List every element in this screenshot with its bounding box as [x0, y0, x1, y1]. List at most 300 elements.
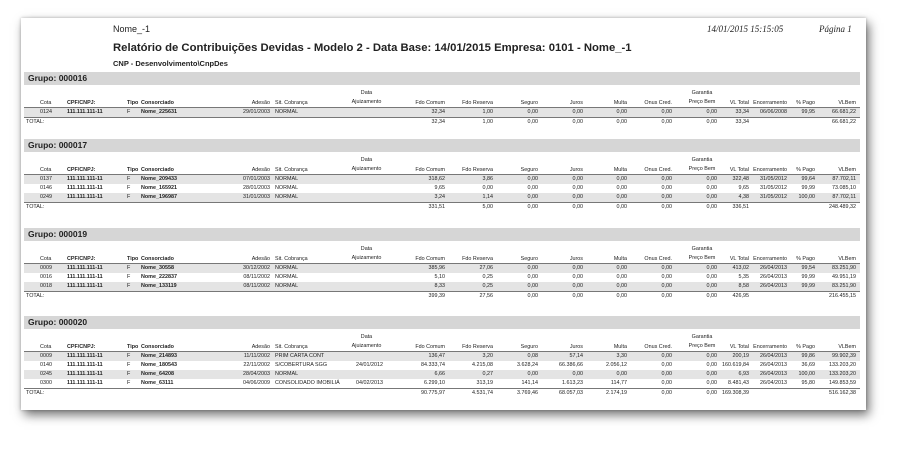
- column-header-fdo-comum: Fdo Comum: [415, 167, 445, 173]
- cell-adesao: 08/11/2002: [243, 274, 270, 280]
- cell-cota: 0018: [40, 283, 52, 289]
- cell-fdo-reserva: 27,06: [479, 265, 493, 271]
- total-onus: 0,00: [661, 119, 672, 125]
- cell-vlbem: 133.203,20: [829, 371, 856, 377]
- cell-cota: 0016: [40, 274, 52, 280]
- cell-multa: 0,00: [616, 371, 627, 377]
- cell-seguro: 0,08: [527, 353, 538, 359]
- cell-tipo: F: [127, 265, 131, 271]
- total-juros: 68.057,03: [559, 390, 583, 396]
- total-onus: 0,00: [661, 204, 672, 210]
- cell-garantia: 0,00: [706, 265, 717, 271]
- column-header-tipo: Tipo: [127, 344, 139, 350]
- cell-juros: 66.386,66: [559, 362, 583, 368]
- total-fdo-comum: 90.775,97: [421, 390, 445, 396]
- cell-multa: 0,00: [616, 283, 627, 289]
- cell-encerramento: 26/04/2013: [760, 353, 787, 359]
- cell-pct-pago: 99,95: [801, 109, 815, 115]
- cell-tipo: F: [127, 371, 131, 377]
- cell-seguro: 0,00: [527, 265, 538, 271]
- cell-multa: 0,00: [616, 109, 627, 115]
- cell-sit: NORMAL: [275, 185, 299, 191]
- column-header-cpf: CPF/CNPJ:: [67, 256, 96, 262]
- cell-sit: PRIM CARTA CONT: [275, 353, 325, 359]
- cell-pct-pago: 99,86: [801, 353, 815, 359]
- cell-vl-total: 5,35: [738, 274, 749, 280]
- cell-encerramento: 26/04/2013: [760, 380, 787, 386]
- cell-vl-total: 8.481,43: [728, 380, 749, 386]
- cell-encerramento: 26/04/2013: [760, 265, 787, 271]
- cell-nome: Nome_214893: [141, 353, 177, 359]
- table-row: [24, 352, 860, 361]
- cell-fdo-comum: 318,62: [428, 176, 445, 182]
- cell-seguro: 0,00: [527, 176, 538, 182]
- cell-garantia: 0,00: [706, 274, 717, 280]
- column-header-garantia: Garantia Preço Bem: [688, 157, 716, 172]
- cell-fdo-comum: 9,65: [434, 185, 445, 191]
- column-header-onus: Onus Cred.: [644, 100, 672, 106]
- cell-fdo-reserva: 3,20: [482, 353, 493, 359]
- column-header-vl-total: VL Total: [729, 100, 749, 106]
- table-row: [24, 108, 860, 117]
- table-row: [24, 175, 860, 184]
- cell-encerramento: 31/05/2012: [760, 185, 787, 191]
- cell-fdo-comum: 136,47: [428, 353, 445, 359]
- cell-sit: NORMAL: [275, 176, 299, 182]
- cell-encerramento: 31/05/2012: [760, 176, 787, 182]
- cell-cpf: 111.111.111-11: [67, 265, 103, 271]
- cell-juros: 0,00: [572, 185, 583, 191]
- cell-garantia: 0,00: [706, 283, 717, 289]
- column-header-juros: Juros: [569, 344, 583, 350]
- cell-onus: 0,00: [661, 265, 672, 271]
- column-header-multa: Multa: [613, 256, 627, 262]
- cell-nome: Nome_209433: [141, 176, 177, 182]
- table-row: [24, 370, 860, 379]
- cell-vlbem: 87.702,11: [832, 176, 856, 182]
- cell-onus: 0,00: [661, 274, 672, 280]
- column-header-sit: Sit. Cobrança: [275, 167, 308, 173]
- cell-juros: 0,00: [572, 283, 583, 289]
- cell-adesao: 22/11/2002: [243, 362, 270, 368]
- column-header-multa: Multa: [613, 344, 627, 350]
- group-header: Grupo: 000017: [24, 139, 860, 152]
- cell-juros: 0,00: [572, 274, 583, 280]
- cell-vl-total: 322,48: [732, 176, 749, 182]
- cell-garantia: 0,00: [706, 194, 717, 200]
- total-vlbem: 216.455,15: [829, 293, 856, 299]
- cell-fdo-reserva: 0,27: [482, 371, 493, 377]
- cell-sit: CONSOLIDADO IMOBILIÁ: [275, 380, 340, 386]
- cell-fdo-comum: 32,34: [431, 109, 445, 115]
- column-header-row: [24, 89, 860, 108]
- cell-fdo-comum: 5,10: [434, 274, 445, 280]
- column-header-consorciado: Consorciado: [141, 100, 174, 106]
- column-header-garantia: Garantia Preço Bem: [688, 246, 716, 261]
- column-header-consorciado: Consorciado: [141, 167, 174, 173]
- cell-encerramento: 26/04/2013: [760, 274, 787, 280]
- total-label: TOTAL:: [26, 204, 45, 210]
- total-seguro: 0,00: [527, 119, 538, 125]
- total-seguro: 0,00: [527, 204, 538, 210]
- column-header-vlbem: VLBem: [838, 167, 856, 173]
- cell-fdo-comum: 84.333,74: [421, 362, 445, 368]
- cell-fdo-reserva: 313,19: [476, 380, 493, 386]
- cell-data-ajuiz: 04/02/2013: [356, 380, 383, 386]
- cell-garantia: 0,00: [706, 176, 717, 182]
- cell-multa: 0,00: [616, 274, 627, 280]
- total-garantia: 0,00: [706, 390, 717, 396]
- cell-nome: Nome_30558: [141, 265, 174, 271]
- column-header-cpf: CPF/CNPJ:: [67, 167, 96, 173]
- cell-sit: S/COBERTURA SGG: [275, 362, 328, 368]
- cell-pct-pago: 36,69: [801, 362, 815, 368]
- column-header-juros: Juros: [569, 167, 583, 173]
- column-header-juros: Juros: [569, 100, 583, 106]
- column-header-garantia: Garantia Preço Bem: [688, 334, 716, 349]
- column-header-vlbem: VLBem: [838, 256, 856, 262]
- cell-multa: 3,30: [616, 353, 627, 359]
- cell-adesao: 30/12/2002: [243, 265, 270, 271]
- column-header-cota: Cota: [40, 100, 52, 106]
- total-juros: 0,00: [572, 204, 583, 210]
- total-fdo-reserva: 4.531,74: [472, 390, 493, 396]
- total-label: TOTAL:: [26, 390, 45, 396]
- cell-juros: 0,00: [572, 109, 583, 115]
- group-section: [24, 228, 860, 302]
- total-label: TOTAL:: [26, 119, 45, 125]
- cell-nome: Nome_196987: [141, 194, 177, 200]
- cell-fdo-reserva: 4.215,08: [472, 362, 493, 368]
- column-header-seguro: Seguro: [520, 167, 538, 173]
- cell-cpf: 111.111.111-11: [67, 109, 103, 115]
- page-number: Página 1: [819, 24, 852, 34]
- report-title: Relatório de Contribuições Devidas - Modelo 2 - Data Base: 14/01/2015 Empresa: 0101 - Nome_-1: [113, 42, 632, 54]
- cell-vlbem: 133.203,20: [829, 362, 856, 368]
- column-header-onus: Onus Cred.: [644, 167, 672, 173]
- table-row: [24, 379, 860, 388]
- total-vlbem: 66.681,22: [832, 119, 856, 125]
- cell-pct-pago: 100,00: [798, 194, 815, 200]
- cell-vl-total: 200,19: [732, 353, 749, 359]
- cell-fdo-reserva: 3,86: [482, 176, 493, 182]
- cell-nome: Nome_225631: [141, 109, 177, 115]
- total-seguro: 3.769,46: [517, 390, 538, 396]
- cell-garantia: 0,00: [706, 185, 717, 191]
- cell-seguro: 3.628,24: [517, 362, 538, 368]
- total-garantia: 0,00: [706, 204, 717, 210]
- cell-seguro: 0,00: [527, 274, 538, 280]
- cell-seguro: 0,00: [527, 371, 538, 377]
- column-header-garantia: Garantia Preço Bem: [688, 90, 716, 105]
- cell-data-ajuiz: 24/01/2012: [356, 362, 383, 368]
- total-fdo-comum: 331,51: [428, 204, 445, 210]
- column-header-row: [24, 245, 860, 264]
- cell-pct-pago: 99,64: [801, 176, 815, 182]
- cell-cota: 0146: [40, 185, 52, 191]
- cell-cpf: 111.111.111-11: [67, 274, 103, 280]
- total-row: [24, 291, 860, 302]
- cell-tipo: F: [127, 185, 131, 191]
- column-header-row: [24, 333, 860, 352]
- column-header-data-ajuizamento: Data Ajuizamento: [351, 90, 382, 105]
- cell-adesao: 04/06/2009: [243, 380, 270, 386]
- cell-tipo: F: [127, 353, 131, 359]
- total-vl-total: 169.308,39: [722, 390, 749, 396]
- cell-tipo: F: [127, 274, 131, 280]
- cell-onus: 0,00: [661, 380, 672, 386]
- cell-nome: Nome_222837: [141, 274, 177, 280]
- total-row: [24, 202, 860, 213]
- total-row: [24, 388, 860, 399]
- cell-vl-total: 160.619,84: [722, 362, 749, 368]
- column-header-fdo-reserva: Fdo Reserva: [462, 344, 493, 350]
- total-garantia: 0,00: [706, 293, 717, 299]
- cell-encerramento: 06/06/2008: [760, 109, 787, 115]
- column-header-cota: Cota: [40, 344, 52, 350]
- column-header-data-ajuizamento: Data Ajuizamento: [351, 246, 382, 261]
- total-multa: 0,00: [616, 293, 627, 299]
- column-header-tipo: Tipo: [127, 256, 139, 262]
- column-header-seguro: Seguro: [520, 100, 538, 106]
- column-header-vlbem: VLBem: [838, 344, 856, 350]
- column-header-juros: Juros: [569, 256, 583, 262]
- total-seguro: 0,00: [527, 293, 538, 299]
- report-subtitle: CNP - Desenvolvimento\CnpDes: [113, 59, 228, 68]
- column-header-consorciado: Consorciado: [141, 256, 174, 262]
- cell-sit: NORMAL: [275, 274, 299, 280]
- cell-cota: 0140: [40, 362, 52, 368]
- total-fdo-reserva: 1,00: [482, 119, 493, 125]
- total-fdo-comum: 32,34: [431, 119, 445, 125]
- cell-vlbem: 87.702,11: [832, 194, 856, 200]
- cell-cota: 0300: [40, 380, 52, 386]
- cell-tipo: F: [127, 194, 131, 200]
- column-header-pct-pago: % Pago: [796, 167, 815, 173]
- total-multa: 0,00: [616, 204, 627, 210]
- print-datetime: 14/01/2015 15:15:05: [707, 24, 784, 34]
- cell-seguro: 0,00: [527, 185, 538, 191]
- column-header-sit: Sit. Cobrança: [275, 256, 308, 262]
- column-header-adesao: Adesão: [251, 256, 270, 262]
- group-header: Grupo: 000019: [24, 228, 860, 241]
- cell-nome: Nome_180543: [141, 362, 177, 368]
- cell-nome: Nome_165921: [141, 185, 177, 191]
- cell-garantia: 0,00: [706, 109, 717, 115]
- total-label: TOTAL:: [26, 293, 45, 299]
- cell-cpf: 111.111.111-11: [67, 353, 103, 359]
- cell-adesao: 29/01/2003: [243, 109, 270, 115]
- column-header-adesao: Adesão: [251, 344, 270, 350]
- cell-seguro: 0,00: [527, 109, 538, 115]
- column-header-multa: Multa: [613, 167, 627, 173]
- cell-pct-pago: 99,99: [801, 274, 815, 280]
- column-header-cpf: CPF/CNPJ:: [67, 100, 96, 106]
- group-section: [24, 72, 860, 128]
- cell-juros: 1.613,23: [562, 380, 583, 386]
- column-header-consorciado: Consorciado: [141, 344, 174, 350]
- total-fdo-comum: 399,39: [428, 293, 445, 299]
- cell-adesao: 28/01/2003: [243, 185, 270, 191]
- cell-encerramento: 26/04/2013: [760, 371, 787, 377]
- column-header-adesao: Adesão: [251, 100, 270, 106]
- cell-nome: Nome_63111: [141, 380, 174, 386]
- total-multa: 2.174,19: [606, 390, 627, 396]
- cell-sit: NORMAL: [275, 265, 299, 271]
- cell-juros: 0,00: [572, 176, 583, 182]
- column-header-cpf: CPF/CNPJ:: [67, 344, 96, 350]
- total-onus: 0,00: [661, 390, 672, 396]
- cell-multa: 0,00: [616, 194, 627, 200]
- cell-vlbem: 99.902,39: [832, 353, 856, 359]
- cell-fdo-comum: 6,66: [434, 371, 445, 377]
- cell-adesao: 11/11/2002: [243, 353, 270, 359]
- cell-fdo-reserva: 0,00: [482, 185, 493, 191]
- total-garantia: 0,00: [706, 119, 717, 125]
- column-header-adesao: Adesão: [251, 167, 270, 173]
- column-header-vl-total: VL Total: [729, 344, 749, 350]
- cell-multa: 0,00: [616, 265, 627, 271]
- cell-onus: 0,00: [661, 109, 672, 115]
- total-fdo-reserva: 27,56: [479, 293, 493, 299]
- cell-sit: NORMAL: [275, 283, 299, 289]
- total-vl-total: 426,95: [732, 293, 749, 299]
- report-page: [21, 18, 866, 410]
- cell-pct-pago: 95,80: [801, 380, 815, 386]
- column-header-fdo-reserva: Fdo Reserva: [462, 167, 493, 173]
- group-header: Grupo: 000020: [24, 316, 860, 329]
- table-row: [24, 264, 860, 273]
- cell-cota: 0249: [40, 194, 52, 200]
- cell-juros: 0,00: [572, 265, 583, 271]
- cell-fdo-reserva: 1,00: [482, 109, 493, 115]
- cell-onus: 0,00: [661, 283, 672, 289]
- cell-tipo: F: [127, 176, 131, 182]
- cell-seguro: 141,14: [521, 380, 538, 386]
- cell-vlbem: 66.681,22: [832, 109, 856, 115]
- total-vlbem: 516.162,38: [829, 390, 856, 396]
- group-section: [24, 316, 860, 399]
- column-header-fdo-reserva: Fdo Reserva: [462, 256, 493, 262]
- cell-sit: NORMAL: [275, 371, 299, 377]
- cell-onus: 0,00: [661, 176, 672, 182]
- cell-cpf: 111.111.111-11: [67, 185, 103, 191]
- cell-fdo-comum: 3,24: [434, 194, 445, 200]
- cell-pct-pago: 100,00: [798, 371, 815, 377]
- column-header-pct-pago: % Pago: [796, 100, 815, 106]
- cell-pct-pago: 99,99: [801, 283, 815, 289]
- cell-fdo-comum: 6.299,10: [424, 380, 445, 386]
- column-header-multa: Multa: [613, 100, 627, 106]
- cell-fdo-comum: 8,33: [434, 283, 445, 289]
- column-header-seguro: Seguro: [520, 256, 538, 262]
- column-header-cota: Cota: [40, 256, 52, 262]
- cell-juros: 0,00: [572, 371, 583, 377]
- column-header-data-ajuizamento: Data Ajuizamento: [351, 157, 382, 172]
- cell-adesao: 31/01/2003: [243, 194, 270, 200]
- column-header-fdo-reserva: Fdo Reserva: [462, 100, 493, 106]
- column-header-vlbem: VLBem: [838, 100, 856, 106]
- cell-encerramento: 31/05/2012: [760, 194, 787, 200]
- company-name: Nome_-1: [113, 24, 151, 34]
- cell-vl-total: 9,65: [738, 185, 749, 191]
- column-header-pct-pago: % Pago: [796, 344, 815, 350]
- column-header-row: [24, 156, 860, 175]
- cell-vl-total: 8,58: [738, 283, 749, 289]
- cell-fdo-reserva: 0,25: [482, 283, 493, 289]
- column-header-tipo: Tipo: [127, 100, 139, 106]
- cell-tipo: F: [127, 362, 131, 368]
- cell-sit: NORMAL: [275, 109, 299, 115]
- column-header-seguro: Seguro: [520, 344, 538, 350]
- total-vl-total: 33,34: [735, 119, 749, 125]
- cell-juros: 57,14: [569, 353, 583, 359]
- cell-cpf: 111.111.111-11: [67, 176, 103, 182]
- total-row: [24, 117, 860, 128]
- column-header-sit: Sit. Cobrança: [275, 100, 308, 106]
- cell-vl-total: 33,34: [735, 109, 749, 115]
- cell-cota: 0009: [40, 353, 52, 359]
- total-juros: 0,00: [572, 293, 583, 299]
- cell-pct-pago: 99,54: [801, 265, 815, 271]
- cell-vl-total: 413,02: [732, 265, 749, 271]
- cell-cota: 0009: [40, 265, 52, 271]
- cell-vlbem: 49.951,19: [832, 274, 856, 280]
- column-header-fdo-comum: Fdo Comum: [415, 344, 445, 350]
- cell-garantia: 0,00: [706, 353, 717, 359]
- column-header-onus: Onus Cred.: [644, 344, 672, 350]
- cell-cpf: 111.111.111-11: [67, 362, 103, 368]
- cell-vlbem: 83.251,90: [832, 265, 856, 271]
- column-header-tipo: Tipo: [127, 167, 139, 173]
- column-header-encerramento: Encerramento: [753, 100, 787, 106]
- group-section: [24, 139, 860, 213]
- group-header: Grupo: 000016: [24, 72, 860, 85]
- column-header-fdo-comum: Fdo Comum: [415, 100, 445, 106]
- table-row: [24, 361, 860, 370]
- cell-multa: 2.056,12: [606, 362, 627, 368]
- table-row: [24, 193, 860, 202]
- cell-vlbem: 73.085,10: [832, 185, 856, 191]
- cell-onus: 0,00: [661, 185, 672, 191]
- cell-seguro: 0,00: [527, 283, 538, 289]
- cell-onus: 0,00: [661, 353, 672, 359]
- cell-adesao: 28/04/2003: [243, 371, 270, 377]
- cell-fdo-comum: 385,96: [428, 265, 445, 271]
- cell-tipo: F: [127, 380, 131, 386]
- column-header-vl-total: VL Total: [729, 167, 749, 173]
- cell-cota: 0137: [40, 176, 52, 182]
- column-header-pct-pago: % Pago: [796, 256, 815, 262]
- cell-garantia: 0,00: [706, 362, 717, 368]
- cell-tipo: F: [127, 283, 131, 289]
- column-header-cota: Cota: [40, 167, 52, 173]
- total-onus: 0,00: [661, 293, 672, 299]
- cell-adesao: 08/11/2002: [243, 283, 270, 289]
- cell-encerramento: 26/04/2013: [760, 283, 787, 289]
- cell-multa: 0,00: [616, 176, 627, 182]
- total-vl-total: 336,51: [732, 204, 749, 210]
- cell-tipo: F: [127, 109, 131, 115]
- table-row: [24, 273, 860, 282]
- cell-cpf: 111.111.111-11: [67, 194, 103, 200]
- table-row: [24, 184, 860, 193]
- cell-cpf: 111.111.111-11: [67, 283, 103, 289]
- column-header-vl-total: VL Total: [729, 256, 749, 262]
- column-header-sit: Sit. Cobrança: [275, 344, 308, 350]
- cell-nome: Nome_64208: [141, 371, 174, 377]
- column-header-onus: Onus Cred.: [644, 256, 672, 262]
